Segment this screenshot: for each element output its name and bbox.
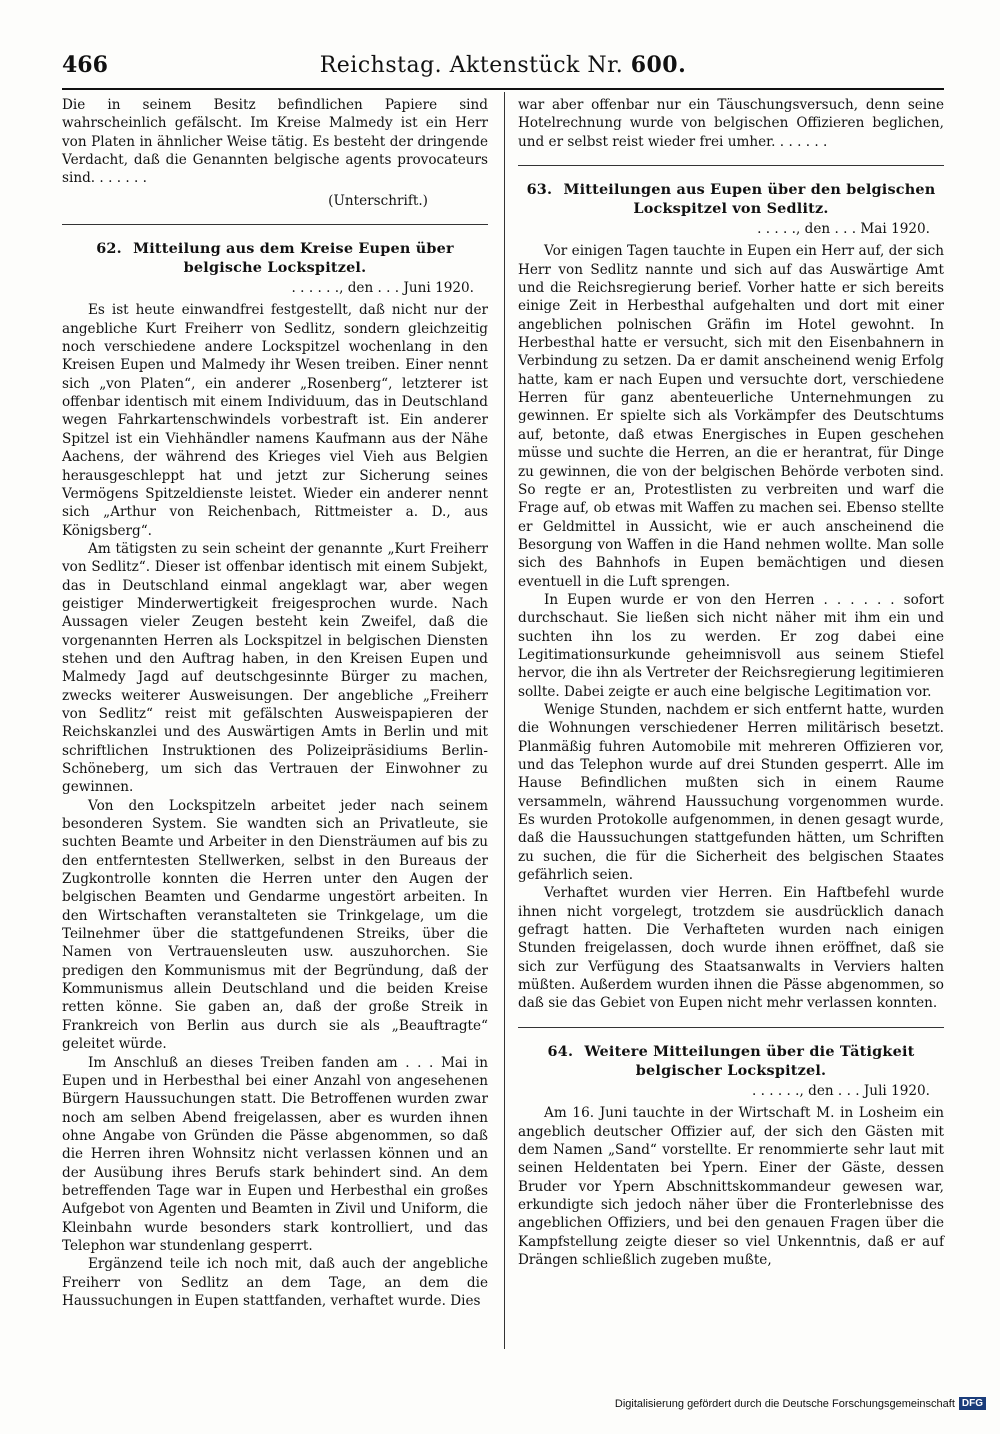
section-64-paragraph-1: Am 16. Juni tauchte in der Wirtschaft M. in Losheim ein angeblich deutscher Offizier auf, der sich den Gästen mit dem Namen „Sand“ vorstellte. Er renommierte sehr laut mit seinen Heldentaten bei Ypern. Einer der Gäste, dessen Bruder vor Ypern Abschnittskommandeur gewesen war, erkundigte sich jedoch näher über die Fronterlebnisse des angeblichen Offiziers, und bei den genauen Fragen über die Kampfstellung zeigte dieser so viel Unkenntnis, daß er auf Drängen schließlich zugeben mußte, <box>518 1105 944 1268</box>
section-62-paragraph-4: Im Anschluß an dieses Treiben fanden am . . . Mai in Eupen und in Herbesthal bei einer Anzahl von angesehenen Bürgern Haussuchungen statt. Die Betroffenen wurden zwar noch am selben Abend freigelassen, aber es wurden ihnen ohne Angabe von Gründen die Pässe abgenommen, so daß die Herren ihren Wohnsitz nicht verlassen können und an der Ausübung ihres Berufs stark behindert sind. An dem betreffenden Tage war in Eupen und Herbesthal ein großes Aufgebot von Agenten und Beamten in Zivil und Uniform, die Kleinbahn wurde besonders stark kontrolliert, und das Telephon war stundenlang gesperrt. <box>62 1054 488 1254</box>
page-number: 466 <box>62 52 108 78</box>
section-63-date: . . . . ., den . . . Mai 1920. <box>757 221 930 238</box>
running-title-text: Reichstag. Aktenstück Nr. <box>319 53 624 78</box>
section-64-title-text: Weitere Mitteilungen über die Tätigkeit belgischer Lockspitzel. <box>584 1042 915 1079</box>
left-column <box>62 96 488 1310</box>
section-62-number: 62. <box>96 240 122 258</box>
right-intro-paragraph: war aber offenbar nur ein Täuschungsversuch, denn seine Hotelrechnung wurde von belgischen Offizieren beglichen, und er selbst reist wieder frei umher. . . . . . . <box>518 97 944 150</box>
section-63-title <box>518 180 944 218</box>
signature: (Unterschrift.) <box>328 192 428 209</box>
credit-text: Digitalisierung gefördert durch die Deutsche Forschungsgemeinschaft <box>614 1397 955 1410</box>
section-divider <box>62 224 488 225</box>
section-62-paragraph-5: Ergänzend teile ich noch mit, daß auch der angebliche Freiherr von Sedlitz an dem Tage, an dem die Haussuchungen in Eupen stattfanden, verhaftet wurde. Dies <box>62 1256 488 1309</box>
page-header <box>62 52 944 86</box>
section-63-paragraph-1: Vor einigen Tagen tauchte in Eupen ein Herr auf, der sich Herr von Sedlitz nannte und sich auf das Auswärtige Amt und die Reichsregierung berief. Vorher hatte er sich bereits einige Zeit in Herbesthal aufgehalten und dort mit einer angeblichen polnischen Gräfin im Hotel gewohnt. In Herbesthal hatte er versucht, sich mit den Eisenbahnern in Verbindung zu setzen. Da er damit anscheinend wenig Erfolg hatte, kam er nach Eupen und versuchte dort, verschiedene Herren für ganz abenteuerliche Unternehmungen zu gewinnen. Er spielte sich als Vorkämpfer des Deutschtums auf, betonte, daß etwas Energisches in Eupen geschehen müsse und suchte die Herren, an die er herantrat, für Dinge zu gewinnen, die von der belgischen Behörde verboten sind. So regte er an, Protestlisten zu verbreiten und warf die Frage auf, ob etwas mit Waffen zu machen sei. Ebenso stellte er Geldmittel in Aussicht, wie er auch anscheinend die Besorgung von Waffen in die Hand nehmen wollte. Man solle sich des Bahnhofs in Eupen bemächtigen und diesen eventuell in die Luft sprengen. <box>518 243 944 590</box>
section-63-paragraph-2: In Eupen wurde er von den Herren . . . . . . sofort durchschaut. Sie ließen sich nicht näher mit ihm ein und suchten ihn los zu werden. Er zog dabei eine Legitimationsurkunde geheimnisvoll aus seinem Stiefel hervor, die ihn als Vertreter der Reichsregierung legitimieren sollte. Dabei zeigte er auch eine belgische Legitimation vor. <box>518 591 944 700</box>
digitization-credit <box>615 1397 986 1410</box>
section-64-title <box>518 1042 944 1080</box>
section-62-paragraph-2: Am tätigsten zu sein scheint der genannte „Kurt Freiherr von Sedlitz“. Dieser ist offenbar identisch mit einem Subjekt, das in Deutschland einmal angeklagt war, aber wegen geistiger Minderwertigkeit freigesprochen wurde. Nach Aussagen vieler Zeugen besteht kein Zweifel, daß die vorgenannten Herren als Lockspitzel in belgischen Diensten stehen und den Auftrag haben, in den Kreisen Eupen und Malmedy Jagd auf deutschgesinnte Bürger zu machen, zwecks weiterer Ausweisungen. Der angebliche „Freiherr von Sedlitz“ reist mit gefälschten Ausweispapieren der Reichskanzlei und des Auswärtigen Amts in Berlin und mit schriftlichen Instruktionen des Polizeipräsidiums Berlin-Schöneberg, um sich das Vertrauen der Einwohner zu gewinnen. <box>62 540 488 796</box>
left-intro-paragraph: Die in seinem Besitz befindlichen Papiere sind wahrscheinlich gefälscht. Im Kreise Malmedy ist ein Herr von Platen in ähnlicher Weise tätig. Es besteht der dringende Verdacht, daß die Genannten belgische agents provocateurs sind. . . . . . . <box>62 97 488 187</box>
section-62-title-text: Mitteilung aus dem Kreise Eupen über belgische Lockspitzel. <box>133 240 454 277</box>
header-rule <box>62 88 944 90</box>
section-divider <box>518 165 944 166</box>
section-62-title <box>62 239 488 277</box>
section-62-paragraph-1: Es ist heute einwandfrei festgestellt, daß nicht nur der angebliche Kurt Freiherr von Sedlitz, sondern gleichzeitig noch verschiedene andere Lockspitzel wochenlang in den Kreisen Eupen und Malmedy ihr Wesen treiben. Einer nennt sich „von Platen“, ein anderer „Rosenberg“, letzterer ist offenbar identisch mit einem Individuum, das in Deutschland wegen Fahrkartenschwindels vorbestraft ist. Ein anderer Spitzel ist ein Viehhändler namens Kaufmann aus der Nähe Aachens, der während des Krieges viel Vieh aus Belgien herausgeschleppt hat und jetzt zur Sicherung seines Vermögens Spitzeldienste leistet. Wieder ein anderer nennt sich „Arthur von Reichenbach, Rittmeister a. D., aus Königsberg“. <box>62 302 488 539</box>
section-62-date: . . . . . ., den . . . Juni 1920. <box>291 280 474 297</box>
section-divider <box>518 1027 944 1028</box>
column-divider <box>504 92 505 1349</box>
running-title <box>62 52 944 78</box>
section-63-number: 63. <box>526 181 553 199</box>
right-column <box>518 96 944 1269</box>
dfg-logo-icon: DFG <box>959 1397 986 1410</box>
document-number: 600. <box>630 52 687 78</box>
section-63-paragraph-4: Verhaftet wurden vier Herren. Ein Haftbefehl wurde ihnen nicht vorgelegt, trotzdem sie ausdrücklich danach gefragt hatten. Die Verhafteten wurden nach einigen Stunden freigelassen, doch wurde ihnen eröffnet, daß sie sich zur Verfügung des Staatsanwalts in Verviers halten müßten. Außerdem wurden ihnen die Pässe abgenommen, so daß sie das Gebiet von Eupen nicht mehr verlassen konnten. <box>518 885 944 1012</box>
section-64-number: 64. <box>547 1042 574 1060</box>
section-64-date: . . . . . ., den . . . Juli 1920. <box>751 1082 930 1099</box>
section-62-paragraph-3: Von den Lockspitzeln arbeitet jeder nach seinem besonderen System. Sie wandten sich an Privatleute, sie suchten Beamte und Arbeiter in den Diensträumen auf bis zu den entferntesten Stellwerken, selbst in den Bureaus der Zugkontrolle konnten die Herren unter den Augen der belgischen Beamten und Gendarme ungestört arbeiten. In den Wirtschaften veranstalteten sie Trinkgelage, um die Teilnehmer über die stattgefundenen Streiks, über die Namen von Vertrauensleuten usw. auszuhorchen. Sie predigen den Kommunismus mit der Begründung, daß der Kommunismus allein Deutschland und die beiden Kreise retten könne. Sie gaben an, daß der große Streik in Frankreich von Berlin aus durch sie als „Beauftragte“ geleitet würde. <box>62 797 488 1053</box>
section-63-paragraph-3: Wenige Stunden, nachdem er sich entfernt hatte, wurden die Wohnungen verschiedener Herren militärisch besetzt. Planmäßig fuhren Automobile mit mehreren Offizieren vor, und das Telephon wurde auf drei Stunden gesperrt. Alle im Hause Befindlichen mußten sich in einem Raume versammeln, während Haussuchung vorgenommen wurde. Es wurden Protokolle aufgenommen, in denen gesagt wurde, daß die Haussuchungen stattgefunden hätten, um Schriften zu suchen, die für die Sicherheit des belgischen Staates gefährlich seien. <box>518 701 944 884</box>
section-63-title-text: Mitteilungen aus Eupen über den belgischen Lockspitzel von Sedlitz. <box>563 181 936 218</box>
